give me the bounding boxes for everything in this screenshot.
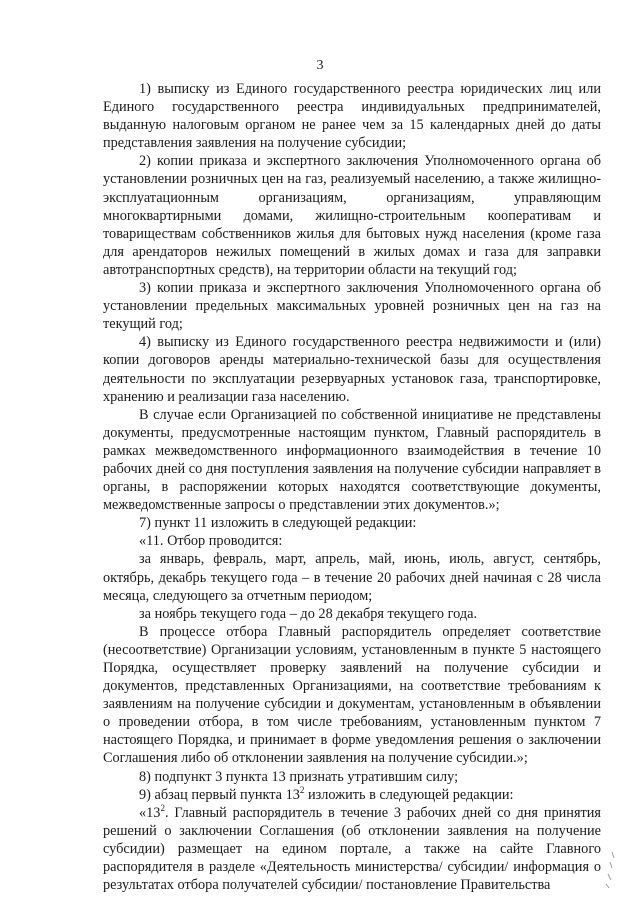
clause-13-2-superscript: 2 [160, 802, 165, 813]
paragraph-amendment-8: 8) подпункт 3 пункта 13 признать утратившим силу; [139, 768, 459, 785]
amendment-9-text-before: 9) абзац первый пункта 13 [139, 786, 300, 803]
paragraph-selection-process: В процессе отбора Главный распорядитель определяет соответствие (несоответствие) Организации условиям, установленным в пункте 5 настоящего Порядка, осуществляет проверку заявлений на получение субсидии и документов, представленных Организациями, на соответствие требованиям к заявлениям на получение субсидии и документам, установленным в объявлении о проведении отбора, в том числе требованиям, установленным пунктом 7 настоящего Порядка, и принимает в форме уведомления решения о заключении Соглашения либо об отклонении заявления на получение субсидии.»; [103, 623, 601, 767]
paragraph-selection-november: за ноябрь текущего года – до 28 декабря текущего года. [139, 605, 478, 622]
paragraph-amendment-9 [103, 786, 601, 804]
paragraph-item-3: 3) копии приказа и экспертного заключения Уполномоченного органа об установлении предельных максимальных уровней розничных цен на газ на текущий год; [103, 280, 601, 333]
document-body [103, 80, 601, 894]
paragraph-clause-13-2 [103, 804, 601, 894]
clause-13-2-text-after: . Главный распорядитель в течение 3 рабочих дней со дня принятия решений о заключении Соглашения (об отклонении заявления на получение субсидии) размещает на едином портале, а также на сайте Главного распорядителя в разделе «Деятельность министерства/ субсидии/ информация о результатах отбора получателей субсидии/ постановление Правительства [103, 804, 601, 894]
paragraph-clause-11: «11. Отбор проводится: [139, 533, 283, 550]
clause-13-2-text-before: «13 [139, 804, 161, 821]
amendment-9-text-after: изложить в следующей редакции: [304, 786, 514, 803]
page-number: 3 [316, 58, 324, 73]
paragraph-item-1: 1) выписку из Единого государственного реестра юридических лиц или Единого государственного реестра индивидуальных предпринимателей, выданную налоговым органом не ранее чем за 15 календарных дней до даты представления заявления на получение субсидии; [103, 81, 601, 152]
amendment-9-superscript: 2 [299, 784, 305, 795]
paragraph-item-4: 4) выписку из Единого государственного реестра недвижимости и (или) копии договоров аренды материально-технической базы для осуществления деятельности по эксплуатации резервуарных установок газа, транспортировке, хранению и реализации газа населению. [103, 334, 601, 405]
paragraph-interagency-requests: В случае если Организацией по собственной инициативе не представлены документы, предусмотренные настоящим пунктом, Главный распорядитель в рамках межведомственного информационного взаимодействия в течение 10 рабочих дней со дня поступления заявления на получение субсидии направляет в органы, в распоряжении которых находятся соответствующие документы, межведомственные запросы о представлении этих документов.»; [103, 406, 601, 514]
paragraph-item-2: 2) копии приказа и экспертного заключения Уполномоченного органа об установлении розничных цен на газ, реализуемый населению, а также жилищно-эксплуатационным организациям, организациям, управляющим многоквартирными домами, жилищно-строительным кооперативам и товариществам собственников жилья для бытовых нужд населения (кроме газа для арендаторов нежилых помещений в жилых домах и газа для заправки автотранспортных средств), на территории области на текущий год; [103, 153, 601, 278]
paragraph-amendment-7: 7) пункт 11 изложить в следующей редакции: [139, 515, 417, 532]
paragraph-selection-months: за январь, февраль, март, апрель, май, июнь, июль, август, сентябрь, октябрь, декабрь текущего года – в течение 20 рабочих дней начиная с 28 числа месяца, следующего за отчетным периодом; [103, 551, 601, 604]
margin-ink-mark [600, 850, 620, 890]
